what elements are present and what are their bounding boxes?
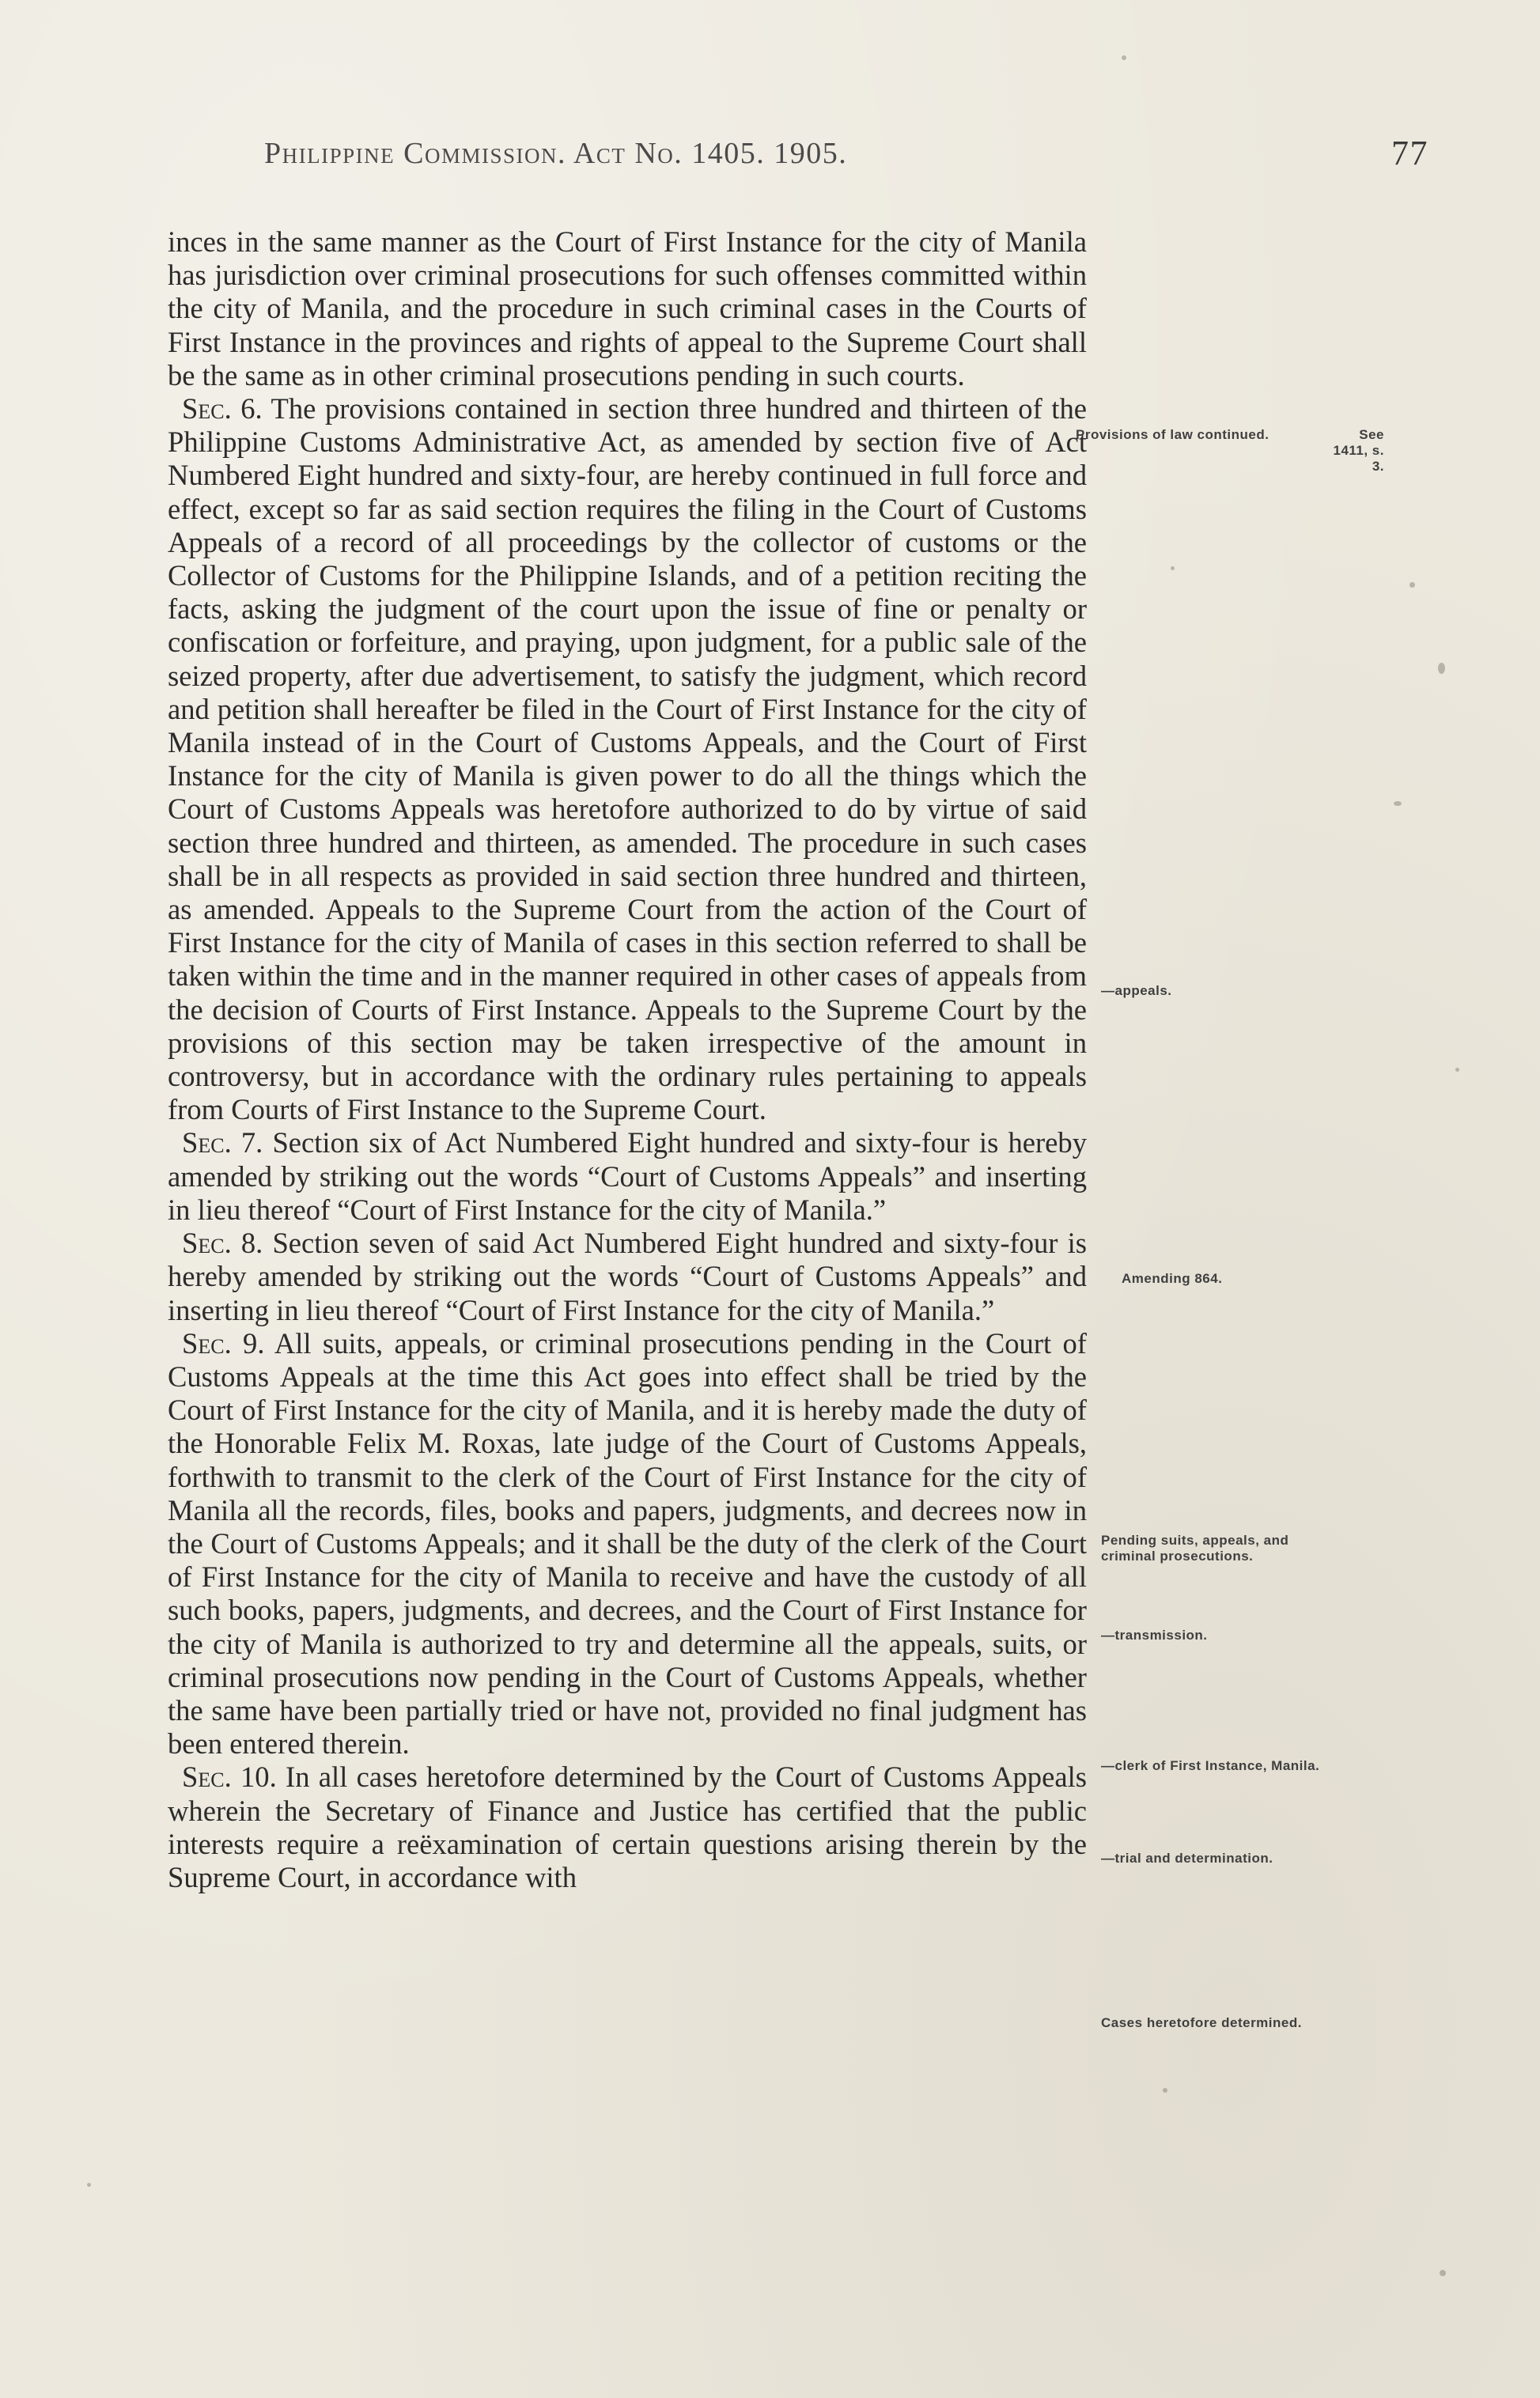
section-7-label: Sec. 7. [182, 1126, 263, 1159]
section-8-text: Section seven of said Act Numbered Eight hundred and sixty-four is hereby amended by striking out the words “Court of Customs Appeals” and inserting in lieu thereof “Court of First Instance for the city of Manila.” [168, 1227, 1087, 1326]
section-9-text: All suits, appeals, or criminal prosecutions pending in the Court of Customs Appeals at the time this Act goes into effect shall be tried by the Court of First Instance for the city of Manila, and it is hereby made the duty of the Honorable Felix M. Roxas, late judge of the Court of Customs Appeals, forthwith to transmit to the clerk of the Court of First Instance for the city of Manila all the records, files, books and papers, judgments, and decrees now in the Court of Customs Appeals; and it shall be the duty of the clerk of the Court of First Instance for the city of Manila to receive and have the custody of all such books, papers, judgments, and decrees, and the Court of First Instance for the city of Manila is authorized to try and determine all the appeals, suits, or criminal prosecutions now pending in the Court of Customs Appeals, whether the same have been partially tried or have not, provided no final judgment has been entered therein. [168, 1326, 1087, 1761]
paper-speck [1171, 566, 1175, 570]
paper-speck [1409, 582, 1415, 588]
section-6 [168, 392, 1087, 1126]
paper-speck [1163, 2088, 1167, 2093]
margin-note-provisions-text: Provisions of law continued. [1076, 427, 1269, 442]
paper-speck [1440, 2270, 1446, 2276]
paragraph-intro: inces in the same manner as the Court of First Instance for the city of Manila has jurisdiction over criminal prosecutions for such offenses committed within the city of Manila, and the procedure in such criminal cases in the Courts of First Instance in the provinces and rights of appeal to the Supreme Court shall be the same as in other criminal prosecutions pending in such courts. [168, 225, 1087, 391]
margin-note-pending: Pending suits, appeals, and criminal prosecutions. [1101, 1533, 1289, 1564]
margin-note-transmission: —transmission. [1101, 1628, 1208, 1643]
paper-speck [1122, 55, 1126, 60]
running-head [264, 133, 1466, 180]
paper-speck [87, 2183, 91, 2187]
margin-note-clerk: —clerk of First Instance, Manila. [1101, 1758, 1320, 1773]
margin-note-provisions-cite: See 1411, s. 3. [1333, 427, 1384, 474]
running-head-title: Philippine Commission. Act No. 1405. 1905. [264, 137, 848, 170]
margin-note-amending: Amending 864. [1122, 1271, 1223, 1286]
section-10 [168, 1761, 1087, 1894]
section-10-text: In all cases heretofore determined by the Court of Customs Appeals wherein the Secretary of Finance and Justice has certified that the public interests require a reëxamination of certain questions arising therein by the Supreme Court, in accordance with [168, 1761, 1087, 1893]
section-6-text: The provisions contained in section three hundred and thirteen of the Philippine Customs Administrative Act, as amended by section five of Act Numbered Eight hundred and sixty-four, are hereby continued in full force and effect, except so far as said section requires the filing in the Court of Customs Appeals of a record of all proceedings by the collector of customs or the Collector of Customs for the Philippine Islands, and of a petition reciting the facts, asking the judgment of the court upon the issue of fine or penalty or confiscation or forfeiture, and praying, upon judgment, for a public sale of the seized property, after due advertisement, to satisfy the judgment, which record and petition shall hereafter be filed in the Court of First Instance for the city of Manila instead of in the Court of Customs Appeals, and the Court of First Instance for the city of Manila is given power to do all the things which the Court of Customs Appeals was heretofore authorized to do by virtue of said section three hundred and thirteen, as amended. The procedure in such cases shall be in all respects as provided in said section three hundred and thirteen, as amended. Appeals to the Supreme Court from the action of the Court of First Instance for the city of Manila of cases in this section referred to shall be taken within the time and in the manner required in other cases of appeals from the decision of Courts of First Instance. Appeals to the Supreme Court by the provisions of this section may be taken irrespective of the amount in controversy, but in accordance with the ordinary rules pertaining to appeals from Courts of First Instance to the Supreme Court. [168, 392, 1087, 1126]
section-7-text: Section six of Act Numbered Eight hundred and sixty-four is hereby amended by striking out the words “Court of Customs Appeals” and inserting in lieu thereof “Court of First Instance for the city of Manila.” [168, 1126, 1087, 1226]
section-6-label: Sec. 6. [182, 392, 263, 426]
section-10-label: Sec. 10. [182, 1761, 277, 1794]
margin-note-appeals: —appeals. [1101, 983, 1172, 998]
body-text [168, 225, 1087, 1894]
margin-note-trial: —trial and determination. [1101, 1851, 1273, 1866]
section-8 [168, 1227, 1087, 1327]
paper-speck [1394, 801, 1402, 806]
page-number: 77 [1391, 134, 1428, 172]
paper-speck [1455, 1068, 1459, 1072]
section-7 [168, 1126, 1087, 1227]
section-9-label: Sec. 9. [182, 1326, 265, 1360]
margin-note-provisions [1076, 427, 1384, 474]
margin-note-cases: Cases heretofore determined. [1101, 2015, 1302, 2030]
paper-speck [1438, 663, 1445, 674]
section-8-label: Sec. 8. [182, 1227, 263, 1260]
section-9 [168, 1327, 1087, 1761]
